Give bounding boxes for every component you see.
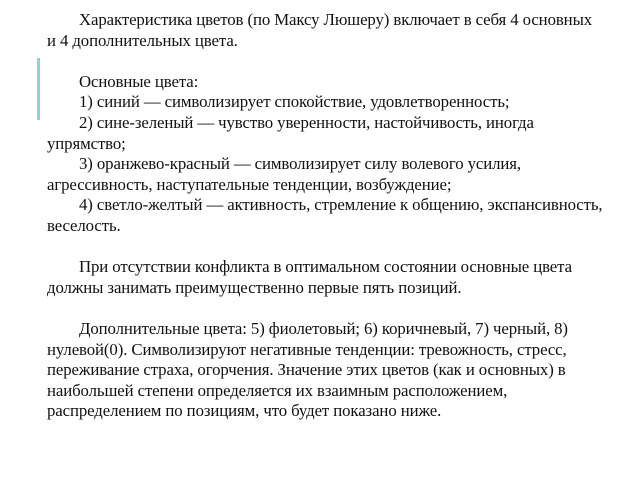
main-color-item-4: 4) светло-желтый — активность, стремление к общению, экспансивность, веселость. bbox=[47, 195, 603, 235]
paragraph-gap bbox=[47, 51, 603, 72]
absence-conflict-paragraph: При отсутствии конфликта в оптимальном состоянии основные цвета должны занимать преимущественно первые пять позиций. bbox=[47, 257, 572, 297]
main-color-item-3: 3) оранжево-красный — символизирует силу волевого усилия, агрессивность, наступательные тенденции, возбуждение; bbox=[47, 154, 521, 194]
intro-paragraph: Характеристика цветов (по Максу Люшеру) включает в себя 4 основных и 4 дополнительных цвета. bbox=[47, 10, 593, 50]
accent-bar bbox=[37, 58, 40, 120]
main-colors-heading: Основные цвета: bbox=[79, 71, 199, 91]
document-body bbox=[47, 10, 603, 422]
main-color-item-1: 1) синий — символизирует спокойствие, удовлетворенность; bbox=[79, 92, 510, 112]
paragraph-gap bbox=[47, 237, 603, 258]
additional-colors-paragraph: Дополнительные цвета: 5) фиолетовый; 6) коричневый, 7) черный, 8) нулевой(0). Символизируют негативные тенденции: тревожность, стресс, переживание страха, огорчения. Значение этих цветов (как и основных) в наибольшей степени определяется их взаимным расположением, распределением по позициям, что будет показано ниже. bbox=[47, 318, 568, 421]
paragraph-gap bbox=[47, 298, 603, 319]
main-color-item-2: 2) сине-зеленый — чувство уверенности, настойчивость, иногда упрямство; bbox=[47, 112, 534, 153]
